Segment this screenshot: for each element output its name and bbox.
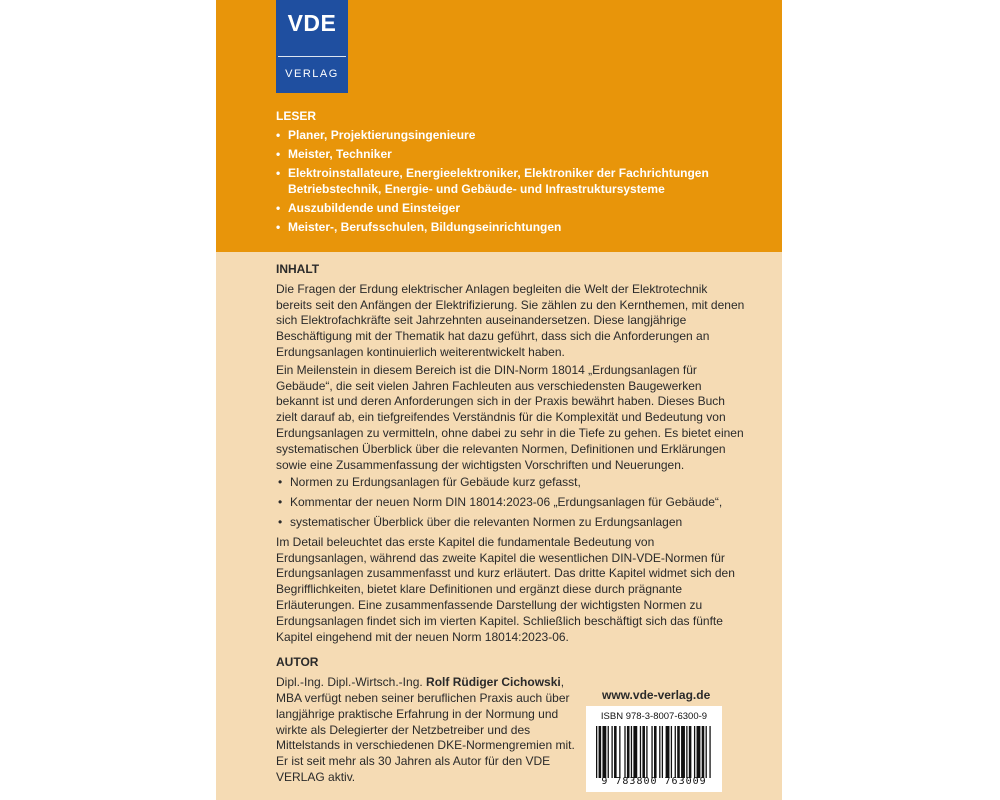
barcode-bar xyxy=(681,726,685,778)
barcode-bar xyxy=(627,726,630,778)
orange-header-panel xyxy=(216,0,782,252)
barcode-bar xyxy=(614,726,617,778)
autor-text xyxy=(276,675,576,786)
inhalt-paragraph-1: Die Fragen der Erdung elektrischer Anlagen begleiten die Welt der Elektrotechnik bereits seit den Anfängen der Elektrifizierung. Sie zählen zu den Kernthemen, mit denen sich Elektrofachkräfte seit Jahrzehnten auseinandersetzen. Diese langjährige Beschäftigung mit der Thematik hat dazu geführt, dass sich die Anforderungen an Erdungsanlagen kontinuierlich weiterentwickelt haben. xyxy=(276,281,745,359)
leser-list xyxy=(276,127,776,235)
autor-bio: , MBA verfügt neben seiner beruflichen Praxis auch über langjährige praktische Erfahrung in der Normung und wirkte als Delegierter der Netzbetreiber und des Mittelstands in verschiedenen DKE-Normengremien mit. Er ist seit mehr als 30 Jahren als Autor für den VDE VERLAG aktiv. xyxy=(276,675,575,784)
vde-verlag-logo xyxy=(276,0,348,93)
autor-heading: AUTOR xyxy=(276,655,319,670)
logo-verlag-text: VERLAG xyxy=(285,68,339,80)
barcode-bar xyxy=(602,726,606,778)
barcode-bar xyxy=(619,726,620,778)
barcode-bar xyxy=(608,726,609,778)
barcode-bar xyxy=(666,726,670,778)
leser-item: • Meister, Techniker xyxy=(276,146,776,162)
inhalt-paragraph-3: Im Detail beleuchtet das erste Kapitel die fundamentale Bedeutung von Erdungsanlagen, während das zweite Kapitel die wesentlichen DIN-VDE-Normen für Erdungsanlagen zusammenfasst und kurz erläutert. Das dritte Kapitel widmet sich den Begrifflichkeiten, bietet klare Definitionen und ergänzt diese durch prägnante Erläuterungen. Eine zusammenfassende Darstellung der wichtigsten Normen zu Erdungsanlagen findet sich im vierten Kapitel. Schließlich beschäftigt sich das fünfte Kapitel eingehend mit der neuen Norm 18014:2023-06. xyxy=(276,534,735,644)
barcode-bar xyxy=(662,726,663,778)
barcode-bar xyxy=(654,726,657,778)
barcode-bar xyxy=(596,726,597,778)
barcode-bar xyxy=(675,726,676,778)
inhalt-bullet: • Kommentar der neuen Norm DIN 18014:2023-06 „Erdungsanlagen für Gebäude“, xyxy=(276,495,746,511)
logo-vde-text: VDE xyxy=(287,10,337,36)
leser-item: • Planer, Projektierungsingenieure xyxy=(276,127,776,143)
barcode-bar xyxy=(624,726,625,778)
inhalt-bullet: • systematischer Überblick über die relevanten Normen zu Erdungsanlagen xyxy=(276,515,746,531)
leser-item: • Elektroinstallateure, Energieelektroniker, Elektroniker der Fachrichtungen Betriebstechnik, Energie- und Gebäude- und Infrastruktursysteme xyxy=(276,165,776,197)
inhalt-bullet-list xyxy=(276,475,746,530)
barcode-bar xyxy=(709,726,710,778)
barcode-bar xyxy=(697,726,701,778)
isbn-barcode-box xyxy=(586,706,722,792)
barcode-bar xyxy=(686,726,687,778)
barcode-bar xyxy=(611,726,612,778)
autor-prefix: Dipl.-Ing. Dipl.-Wirtsch.-Ing. xyxy=(276,675,427,690)
autor-name: Rolf Rüdiger Cichowski xyxy=(426,675,561,690)
isbn-number: ISBN 978-3-8007-6300-9 xyxy=(600,711,708,722)
barcode-bar xyxy=(706,726,707,778)
leser-heading: LESER xyxy=(276,109,317,123)
barcode-bar xyxy=(671,726,672,778)
barcode-bar xyxy=(694,726,695,778)
leser-item: • Meister-, Berufsschulen, Bildungseinrichtungen xyxy=(276,219,776,235)
barcode-bar xyxy=(631,726,632,778)
inhalt-bullet: • Normen zu Erdungsanlagen für Gebäude kurz gefasst, xyxy=(276,475,746,491)
book-back-cover xyxy=(216,0,782,800)
ean-number: 9 783800 763009 xyxy=(601,776,707,787)
leser-item: • Auszubildende und Einsteiger xyxy=(276,200,776,216)
barcode-icon xyxy=(596,726,712,778)
barcode-bar xyxy=(599,726,602,778)
barcode-bar xyxy=(633,726,637,778)
barcode-bar xyxy=(651,726,652,778)
publisher-url[interactable]: www.vde-verlag.de xyxy=(602,688,711,702)
barcode-bar xyxy=(677,726,680,778)
barcode-bar xyxy=(702,726,705,778)
barcode-bar xyxy=(642,726,645,778)
barcode-bar xyxy=(689,726,692,778)
inhalt-paragraph-2: Ein Meilenstein in diesem Bereich ist die DIN-Norm 18014 „Erdungsanlagen für Gebäude“, die seit vielen Jahren Fachleuten aus verschiedensten Baugewerken bekannt ist und deren Anforderungen sich in der Praxis bewährt haben. Dieses Buch zielt darauf ab, ein tiefgreifendes Verständnis für die Komplexität und Bedeutung von Erdungsanlagen zu vermitteln, ohne dabei zu sehr in die Tiefe zu gehen. Es bietet einen systematischen Überblick über die relevanten Normen, Definitionen und Erklärungen sowie eine Zusammenfassung der wichtigsten Vorschriften und Neuerungen. xyxy=(276,362,744,472)
barcode-bar xyxy=(646,726,647,778)
barcode-bar xyxy=(659,726,660,778)
leser-section xyxy=(276,108,776,238)
barcode-bar xyxy=(640,726,641,778)
inhalt-heading: INHALT xyxy=(276,262,320,276)
logo-divider xyxy=(278,56,346,57)
